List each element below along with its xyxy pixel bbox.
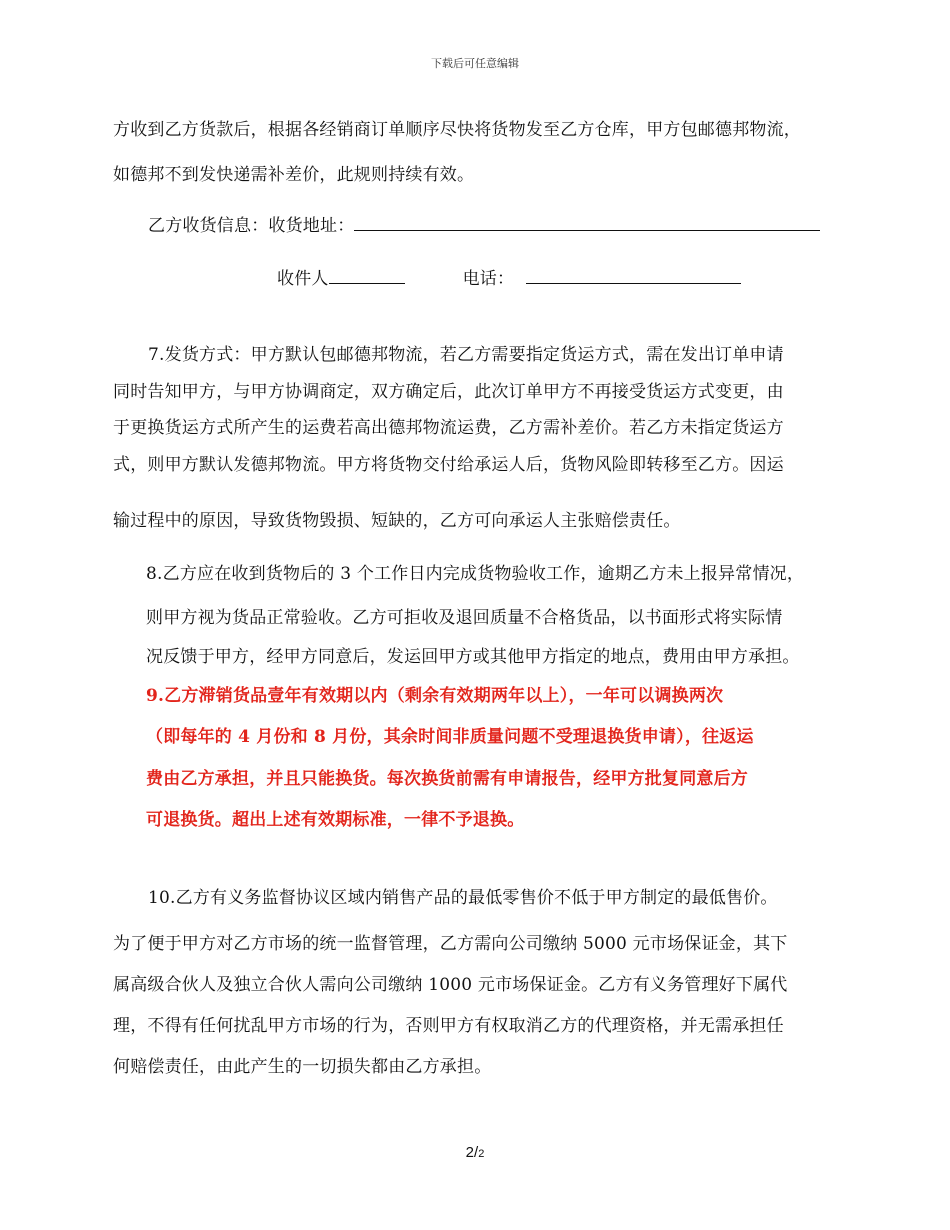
para9-line-3: 费由乙方承担，并且只能换货。每次换货前需有申请报告，经甲方批复同意后方 xyxy=(146,769,748,789)
para9-line-2: （即每年的 4 月份和 8 月份，其余时间非质量问题不受理退换货申请），往返运 xyxy=(146,727,754,747)
para7-line-4: 式，则甲方默认发德邦物流。甲方将货物交付给承运人后，货物风险即转移至乙方。因运 xyxy=(113,455,784,475)
para10-line-2: 为了便于甲方对乙方市场的统一监督管理，乙方需向公司缴纳 5000 元市场保证金，其下 xyxy=(113,934,788,954)
phone-label: 电话： xyxy=(462,269,515,289)
name-blank xyxy=(329,267,405,284)
page-total: 2 xyxy=(478,1148,485,1160)
para10-line-5: 何赔偿责任，由此产生的一切损失都由乙方承担。 xyxy=(113,1057,492,1077)
name-label: 收件人 xyxy=(277,269,329,289)
page-header: 下载后可任意编辑 xyxy=(431,57,519,70)
para8-line-3: 况反馈于甲方，经甲方同意后，发运回甲方或其他甲方指定的地点，费用由甲方承担。 xyxy=(146,647,800,667)
para7-line-2: 同时告知甲方，与甲方协调商定，双方确定后，此次订单甲方不再接受货运方式变更，由 xyxy=(113,382,784,402)
address-blank xyxy=(354,214,820,231)
para9-line-4: 可退换货。超出上述有效期标准，一律不予退换。 xyxy=(146,810,525,830)
page-number xyxy=(0,1144,950,1161)
address-label: 乙方收货信息：收货地址： xyxy=(148,216,355,236)
para9-line-1: 9.乙方滞销货品壹年有效期以内（剩余有效期两年以上），一年可以调换两次 xyxy=(146,686,724,706)
para10-line-1: 10.乙方有义务监督协议区域内销售产品的最低零售价不低于甲方制定的最低售价。 xyxy=(148,888,778,908)
para8-line-2: 则甲方视为货品正常验收。乙方可拒收及退回质量不合格货品，以书面形式将实际情 xyxy=(146,608,783,628)
receiver-contact-row xyxy=(277,264,741,289)
page-current: 2/ xyxy=(465,1144,479,1161)
para6-line-2: 如德邦不到发快递需补差价，此规则持续有效。 xyxy=(113,165,475,185)
para8-line-1: 8.乙方应在收到货物后的 3 个工作日内完成货物验收工作，逾期乙方未上报异常情况， xyxy=(146,564,805,584)
phone-blank xyxy=(526,267,741,284)
receiver-address-row xyxy=(148,211,820,236)
para7-line-5: 输过程中的原因，导致货物毁损、短缺的，乙方可向承运人主张赔偿责任。 xyxy=(113,511,681,531)
para10-line-4: 理，不得有任何扰乱甲方市场的行为，否则甲方有权取消乙方的代理资格，并无需承担任 xyxy=(113,1016,784,1036)
para10-line-3: 属高级合伙人及独立合伙人需向公司缴纳 1000 元市场保证金。乙方有义务管理好下属代 xyxy=(113,975,788,995)
para6-line-1: 方收到乙方货款后，根据各经销商订单顺序尽快将货物发至乙方仓库，甲方包邮德邦物流， xyxy=(113,120,801,140)
para7-line-1: 7.发货方式：甲方默认包邮德邦物流，若乙方需要指定货运方式，需在发出订单申请 xyxy=(148,345,784,365)
para7-line-3: 于更换货运方式所产生的运费若高出德邦物流运费，乙方需补差价。若乙方未指定货运方 xyxy=(113,418,784,438)
